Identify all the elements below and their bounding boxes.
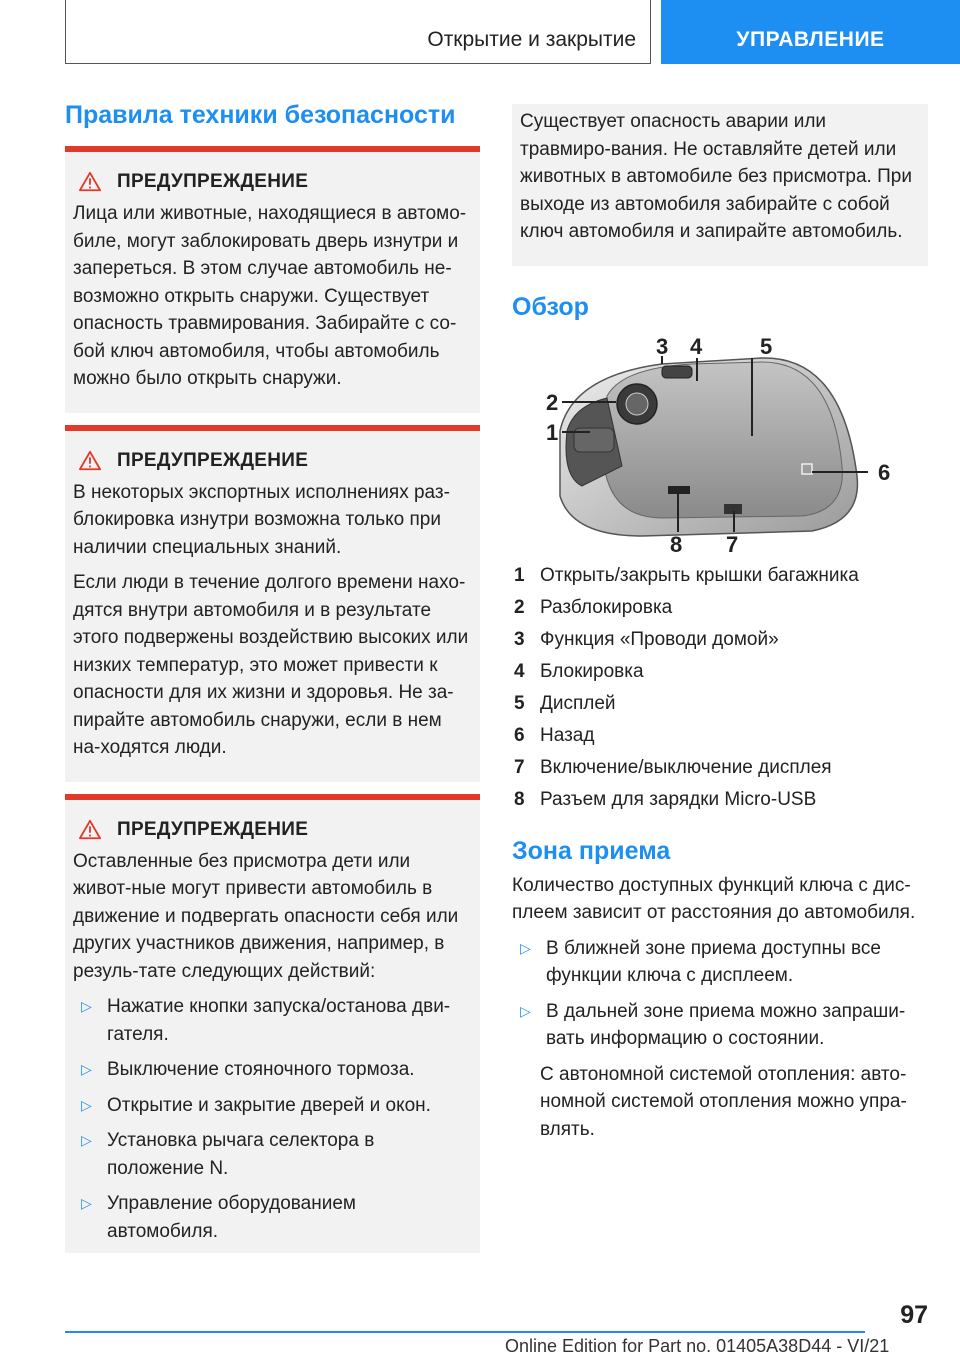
legend-item: 7 Включение/выключение дисплея <box>514 756 832 778</box>
figure-label-7: 7 <box>726 531 739 556</box>
warning-text: В некоторых экспортных исполнениях раз-блокировка изнутри возможна только при наличии специальных знаний. <box>73 481 450 558</box>
legend-item: 2 Разблокировка <box>514 596 673 618</box>
footer-divider <box>65 1331 865 1333</box>
list-item: ▷ Установка рычага селектора в положение N. <box>73 1127 472 1182</box>
usb-port <box>668 486 690 494</box>
warning-text: Лица или животные, находящиеся в автомо-биле, могут заблокировать дверь изнутри и запереться. В этом случае автомобиль не-возможно открыть снаружи. Существует опасность травмирования. Забирайте с со-бой ключ автомобиля, чтобы автомобиль можно было открыть снаружи. <box>73 203 467 389</box>
header-section-box <box>65 0 651 64</box>
warning-box-1 <box>65 146 480 413</box>
warning-box-3 <box>65 794 480 1254</box>
triangle-bullet-icon: ▷ <box>520 1002 531 1019</box>
range-text: Количество доступных функций ключа с дис-плеем зависит от расстояния до автомобиля. <box>512 874 916 923</box>
warning-label: ПРЕДУПРЕЖДЕНИЕ <box>117 171 309 192</box>
list-item: ▷ В ближней зоне приема доступны все функции ключа с дисплеем. <box>512 935 928 990</box>
warning-box-2 <box>65 425 480 782</box>
left-column <box>65 100 480 1253</box>
triangle-bullet-icon: ▷ <box>81 998 92 1014</box>
warning-list <box>73 993 472 1245</box>
list-item: ▷ В дальней зоне приема можно запраши-вать информацию о состоянии. <box>512 998 928 1053</box>
triangle-bullet-icon: ▷ <box>81 1195 92 1211</box>
warning-text: Существует опасность аварии или травмиро-вания. Не оставляйте детей или животных в автомобиле без присмотра. При выходе из автомобиля забирайте с собой ключ автомобиля и запирайте автомобиль. <box>520 111 912 242</box>
figure-label-5: 5 <box>760 335 773 359</box>
triangle-bullet-icon: ▷ <box>81 1132 92 1148</box>
figure-legend <box>512 560 928 816</box>
triangle-bullet-icon: ▷ <box>520 939 531 956</box>
figure-label-8: 8 <box>670 531 683 556</box>
list-item: ▷ Выключение стояночного тормоза. <box>73 1056 472 1084</box>
triangle-bullet-icon: ▷ <box>81 1096 92 1113</box>
home-button <box>662 366 692 378</box>
list-item: ▷ Нажатие кнопки запуска/останова дви-гателя. <box>73 993 472 1048</box>
header-section-title: Открытие и закрытие <box>427 28 636 51</box>
legend-item: 1 Открыть/закрыть крышки багажника <box>514 564 859 586</box>
header-chapter-tab: УПРАВЛЕНИЕ <box>661 0 960 64</box>
warning-label: ПРЕДУПРЕЖДЕНИЕ <box>117 818 309 840</box>
range-list <box>512 935 928 1053</box>
warning-triangle-icon <box>79 171 101 193</box>
figure-label-1: 1 <box>546 419 559 445</box>
safety-title: Правила техники безопасности <box>65 101 456 129</box>
figure-label-3: 3 <box>656 335 669 359</box>
legend-item: 6 Назад <box>514 724 595 746</box>
triangle-bullet-icon: ▷ <box>81 1061 92 1077</box>
list-item: ▷ Управление оборудованием автомобиля. <box>73 1190 472 1245</box>
warning-triangle-icon <box>79 450 101 472</box>
warning-continuation-box <box>512 104 928 266</box>
legend-item: 5 Дисплей <box>514 692 616 714</box>
page-number: 97 <box>900 1301 928 1329</box>
warning-triangle-icon <box>79 819 101 841</box>
warning-label: ПРЕДУПРЕЖДЕНИЕ <box>117 449 309 471</box>
list-item: ▷ Открытие и закрытие дверей и окон. <box>73 1092 472 1120</box>
figure-label-2: 2 <box>546 389 559 415</box>
warning-text: Оставленные без присмотра дети или живот-ные могут привести автомобиль в движение и подвергать опасности себя или других участников движения, например, в резуль-тате следующих действий: <box>73 850 459 982</box>
range-extra-text: С автономной системой отопления: авто-номной системой отопления можно упра-влять. <box>540 1063 907 1140</box>
right-column <box>512 100 928 1143</box>
range-title: Зона приема <box>512 836 671 865</box>
legend-item: 8 Разъем для зарядки Micro-USB <box>514 788 817 810</box>
legend-item: 3 Функция «Проводи домой» <box>514 628 779 650</box>
figure-label-4: 4 <box>690 335 703 359</box>
legend-item: 4 Блокировка <box>514 660 644 682</box>
overview-title: Обзор <box>512 292 589 321</box>
figure-label-6: 6 <box>878 459 891 485</box>
key-figure <box>512 336 928 556</box>
warning-text: Если люди в течение долгого времени нахо-дятся внутри автомобиля и в результате этого подвержены воздействию высоких или низких температур, это может привести к опасности для их жизни и здоровья. Не за-пирайте автомобиль снаружи, если в нем на-ходятся люди. <box>73 572 469 758</box>
footer-edition: Online Edition for Part no. 01405A38D44 - VI/21 <box>505 1336 890 1356</box>
